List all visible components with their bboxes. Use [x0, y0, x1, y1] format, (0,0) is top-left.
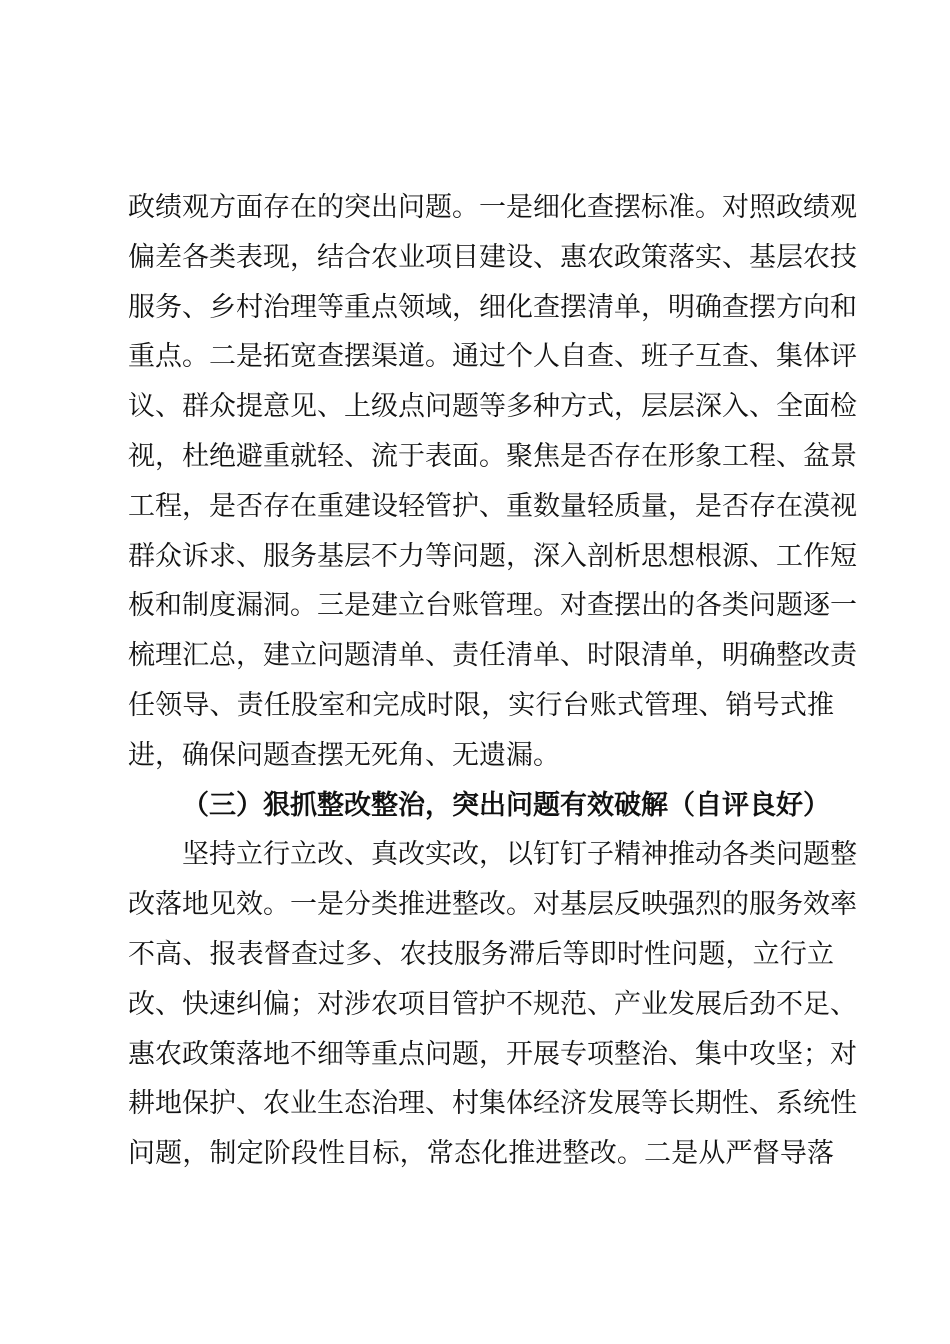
paragraph-line: 问题，制定阶段性目标，常态化推进整改。二是从严督导落 — [128, 1138, 834, 1170]
paragraph-line: 惠农政策落地不细等重点问题，开展专项整治、集中攻坚；对 — [128, 1038, 857, 1070]
paragraph-line: 群众诉求、服务基层不力等问题，深入剖析思想根源、工作短 — [128, 540, 857, 572]
paragraph-line: 服务、乡村治理等重点领域，细化查摆清单，明确查摆方向和 — [128, 291, 857, 323]
paragraph-line: 议、群众提意见、上级点问题等多种方式，层层深入、全面检 — [128, 391, 857, 423]
paragraph-issue-identification — [128, 183, 857, 1179]
paragraph-line: 改、快速纠偏；对涉农项目管护不规范、产业发展后劲不足、 — [128, 988, 857, 1020]
paragraph-line: 改落地见效。一是分类推进整改。对基层反映强烈的服务效率 — [128, 889, 857, 921]
paragraph-line: 坚持立行立改、真改实改，以钉钉子精神推动各类问题整 — [182, 839, 857, 871]
paragraph-line: 任领导、责任股室和完成时限，实行台账式管理、销号式推 — [128, 689, 834, 721]
section-heading: （三）狠抓整改整治，突出问题有效破解（自评良好） — [182, 789, 830, 821]
paragraph-line: 耕地保护、农业生态治理、村集体经济发展等长期性、系统性 — [128, 1088, 857, 1120]
paragraph-line: 视，杜绝避重就轻、流于表面。聚焦是否存在形象工程、盆景 — [128, 440, 857, 472]
paragraph-line: 不高、报表督查过多、农技服务滞后等即时性问题，立行立 — [128, 938, 834, 970]
paragraph-line: 政绩观方面存在的突出问题。一是细化查摆标准。对照政绩观 — [128, 192, 857, 223]
paragraph-line: 梳理汇总，建立问题清单、责任清单、时限清单，明确整改责 — [128, 640, 857, 672]
paragraph-line: 工程，是否存在重建设轻管护、重数量轻质量，是否存在漠视 — [128, 490, 857, 522]
paragraph-line: 进，确保问题查摆无死角、无遗漏。 — [128, 739, 560, 771]
paragraph-line: 板和制度漏洞。三是建立台账管理。对查摆出的各类问题逐一 — [128, 590, 857, 622]
paragraph-line: 重点。二是拓宽查摆渠道。通过个人自查、班子互查、集体评 — [128, 341, 857, 373]
paragraph-line: 偏差各类表现，结合农业项目建设、惠农政策落实、基层农技 — [128, 241, 857, 273]
